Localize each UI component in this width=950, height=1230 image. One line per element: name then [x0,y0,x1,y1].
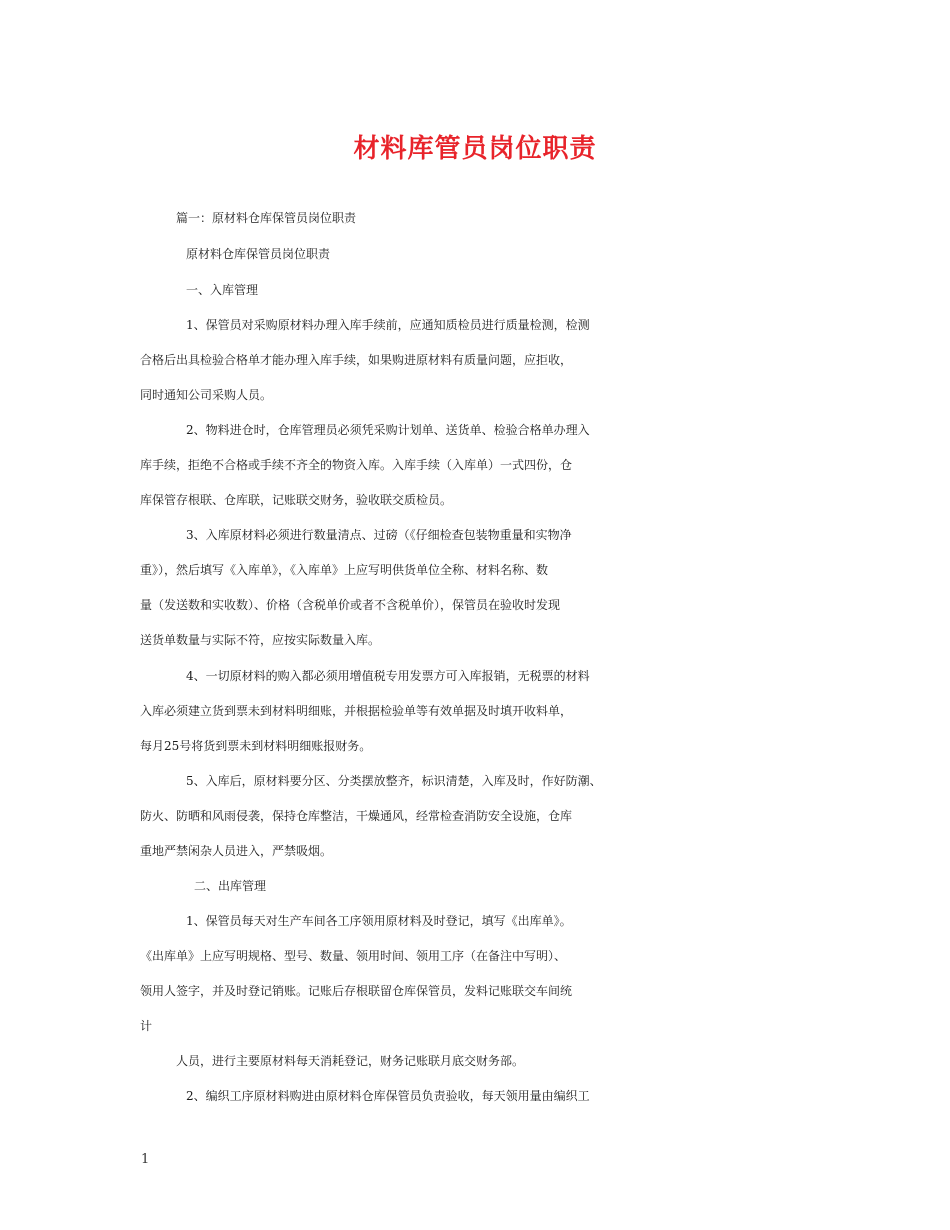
paragraph-line: 每月25号将货到票未到材料明细账报财务。 [140,739,372,753]
paragraph-line: 同时通知公司采购人员。 [140,388,273,402]
paragraph-line: 1、保管员对采购原材料办理入库手续前，应通知质检员进行质量检测，检测 [186,318,590,332]
page-number: 1 [141,1152,150,1167]
paragraph-line: 4、一切原材料的购入都必须用增值税专用发票方可入库报销，无税票的材料 [186,669,590,683]
paragraph-line: 量（发送数和实收数）、价格（含税单价或者不含税单价），保管员在验收时发现 [140,598,561,612]
document-title: 材料库管员岗位职责 [353,134,597,164]
paragraph-line: 领用人签字，并及时登记销账。记账后存根联留仓库保管员，发料记账联交车间统 [140,984,573,998]
paragraph-line: 重地严禁闲杂人员进入，严禁吸烟。 [140,844,333,858]
paragraph-line: 5、入库后，原材料要分区、分类摆放整齐，标识清楚，入库及时，作好防潮、 [186,774,602,788]
paragraph-line: 1、保管员每天对生产车间各工序领用原材料及时登记，填写《出库单》。 [186,914,572,928]
paragraph-line: 计 [140,1019,153,1033]
paragraph-line: 二、出库管理 [194,879,267,893]
paragraph-line: 3、入库原材料必须进行数量清点、过磅（《仔细检查包装物重量和实物净 [186,528,572,542]
paragraph-line: 原材料仓库保管员岗位职责 [186,247,331,261]
paragraph-line: 《出库单》上应写明规格、型号、数量、领用时间、领用工序（在备注中写明）、 [140,949,567,963]
paragraph-line: 2、物料进仓时，仓库管理员必须凭采购计划单、送货单、检验合格单办理入 [186,423,590,437]
paragraph-line: 合格后出具检验合格单才能办理入库手续，如果购进原材料有质量问题，应拒收， [140,353,573,367]
paragraph-line: 库保管存根联、仓库联，记账联交财务，验收联交质检员。 [140,493,453,507]
paragraph-line: 库手续，拒绝不合格或手续不齐全的物资入库。入库手续（入库单）一式四份，仓 [140,458,573,472]
paragraph-line: 2、编织工序原材料购进由原材料仓库保管员负责验收，每天领用量由编织工 [186,1089,590,1103]
paragraph-line: 入库必须建立货到票未到材料明细账，并根据检验单等有效单据及时填开收料单， [140,704,573,718]
paragraph-line: 一、入库管理 [186,283,259,297]
paragraph-line: 重》），然后填写《入库单》，《入库单》上应写明供货单位全称、材料名称、数 [140,563,549,577]
paragraph-line: 篇一：原材料仓库保管员岗位职责 [176,211,357,225]
paragraph-line: 防火、防晒和风雨侵袭，保持仓库整洁，干燥通风，经常检查消防安全设施，仓库 [140,809,573,823]
paragraph-line: 人员，进行主要原材料每天消耗登记，财务记账联月底交财务部。 [176,1054,525,1068]
paragraph-line: 送货单数量与实际不符，应按实际数量入库。 [140,633,381,647]
